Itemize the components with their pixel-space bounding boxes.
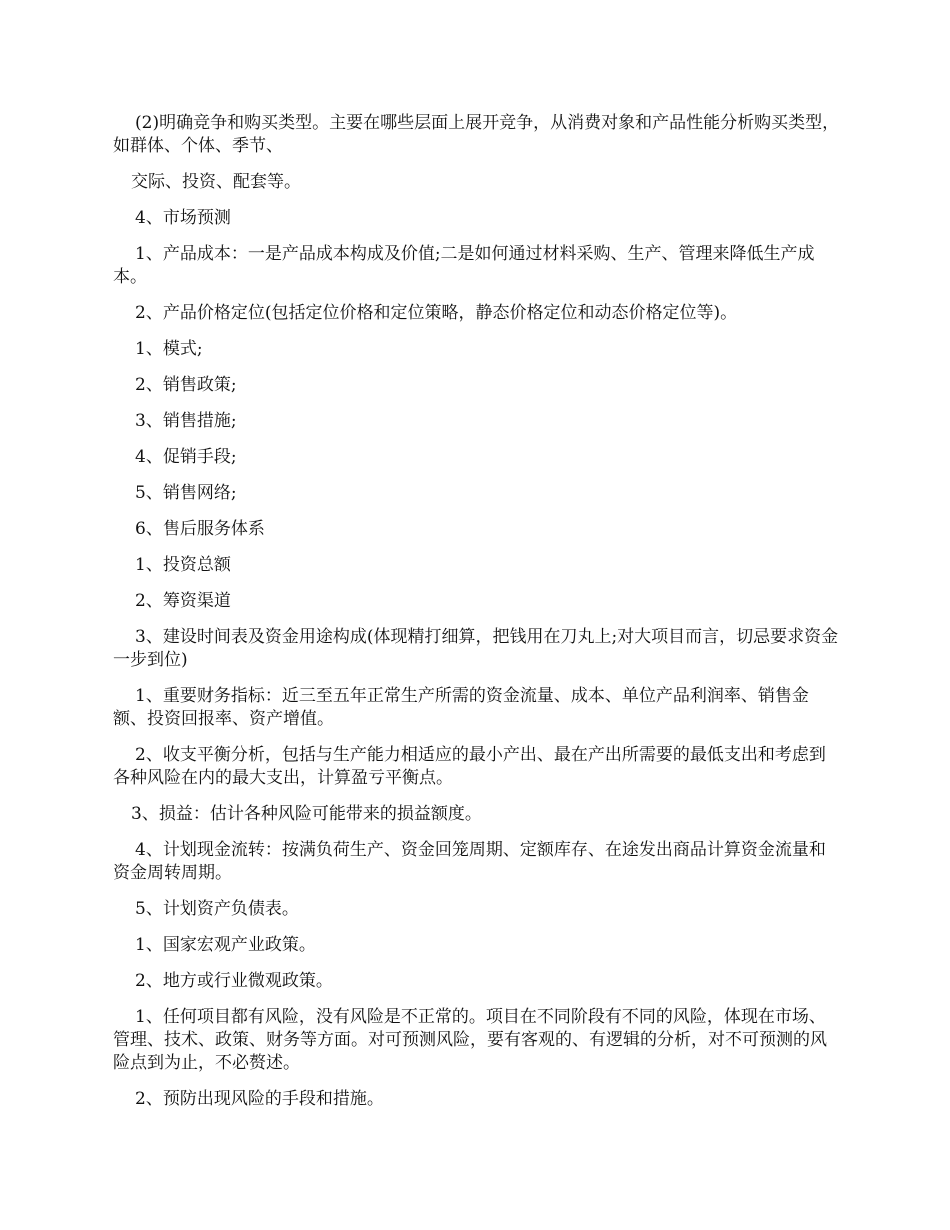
paragraph: 5、销售网络; — [135, 483, 237, 503]
paragraph: 2、地方或行业微观政策。 — [135, 971, 333, 991]
paragraph: 2、产品价格定位(包括定位价格和定位策略，静态价格定位和动态价格定位等)。 — [135, 303, 738, 323]
paragraph: (2)明确竞争和购买类型。主要在哪些层面上展开竞争，从消费对象和产品性能分析购买类型，如群体、个体、季节、 — [113, 113, 840, 156]
paragraph: 1、投资总额 — [135, 555, 231, 575]
paragraph: 1、任何项目都有风险，没有风险是不正常的。项目在不同阶段有不同的风险，体现在市场、管理、技术、政策、财务等方面。对可预测风险，要有客观的、有逻辑的分析，对不可预测的风险点到为止，不必赘述。 — [113, 1007, 827, 1073]
document-body — [113, 112, 840, 1124]
paragraph: 2、预防出现风险的手段和措施。 — [135, 1089, 384, 1109]
paragraph: 6、售后服务体系 — [135, 519, 265, 539]
paragraph: 2、筹资渠道 — [135, 591, 231, 611]
paragraph: 4、计划现金流转：按满负荷生产、资金回笼周期、定额库存、在途发出商品计算资金流量和资金周转周期。 — [113, 840, 826, 883]
paragraph: 2、销售政策; — [135, 375, 237, 395]
paragraph: 4、促销手段; — [135, 447, 237, 467]
paragraph: 2、收支平衡分析，包括与生产能力相适应的最小产出、最在产出所需要的最低支出和考虑到各种风险在内的最大支出，计算盈亏平衡点。 — [113, 745, 826, 788]
paragraph: 1、模式; — [135, 339, 203, 359]
paragraph: 1、国家宏观产业政策。 — [135, 935, 316, 955]
paragraph: 3、销售措施; — [135, 411, 237, 431]
paragraph: 4、市场预测 — [135, 208, 231, 228]
paragraph: 1、重要财务指标：近三至五年正常生产所需的资金流量、成本、单位产品利润率、销售金额、投资回报率、资产增值。 — [113, 686, 809, 729]
paragraph: 交际、投资、配套等。 — [131, 172, 301, 192]
paragraph: 1、产品成本：一是产品成本构成及价值;二是如何通过材料采购、生产、管理来降低生产成本。 — [113, 244, 815, 287]
paragraph: 3、建设时间表及资金用途构成(体现精打细算，把钱用在刀丸上;对大项目而言，切忌要求资金一步到位) — [113, 627, 839, 670]
paragraph: 3、损益：估计各种风险可能带来的损益额度。 — [131, 804, 482, 824]
paragraph: 5、计划资产负债表。 — [135, 899, 299, 919]
